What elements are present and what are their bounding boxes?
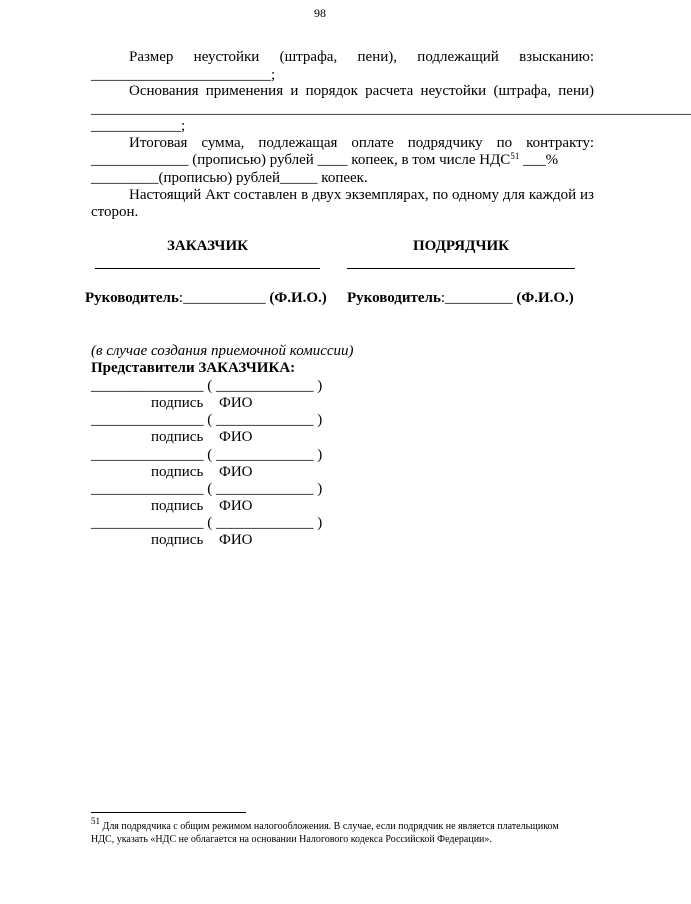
contractor-signature-line [347,268,575,269]
footnote-line-1 [91,816,559,833]
commission-row-name: ФИО [219,429,253,445]
commission-row-sign: подпись [151,532,204,548]
commission-row-sign: подпись [151,464,204,480]
commission-row-sign: подпись [151,395,204,411]
commission-row-blank: _______________ ( _____________ ) [91,481,323,497]
contractor-head-row [347,289,574,307]
penalty-basis-blank-1: ________________________________________________________________________________ [91,101,691,117]
page-number: 98 [314,6,326,20]
commission-row-name: ФИО [219,532,253,548]
commission-row-sign: подпись [151,498,204,514]
contractor-fio-label: (Ф.И.О.) [516,290,574,306]
commission-note: (в случае создания приемочной комиссии) [91,343,354,359]
footnote-text-1: Для подрядчика с общим режимом налогообложения. В случае, если подрядчик не является плательщиком [100,821,559,832]
customer-head-blank: :___________ [178,290,266,306]
copies-line-1: Настоящий Акт составлен в двух экземплярах, по одному для каждой из [129,187,594,203]
customer-head-label: Руководитель [85,290,179,306]
contractor-heading: ПОДРЯДЧИК [412,238,510,254]
penalty-basis-blank-2: ____________; [91,118,186,134]
penalty-basis-line: Основания применения и порядок расчета неустойки (штрафа, пени) [129,83,594,99]
commission-row-name: ФИО [219,464,253,480]
customer-head-row [85,289,327,307]
commission-row-sign: подпись [151,429,204,445]
contractor-head-label: Руководитель [347,290,441,306]
footnote-separator [91,812,246,813]
customer-fio-label: (Ф.И.О.) [269,290,327,306]
total-line-2-prefix: _____________ (прописью) рублей ____ копеек, в том числе НДС [91,152,511,168]
commission-row-name: ФИО [219,395,253,411]
total-line-3: _________(прописью) рублей_____ копеек. [91,170,368,186]
commission-row-blank: _______________ ( _____________ ) [91,378,323,394]
footnote-ref-51: 51 [510,151,520,161]
commission-row-blank: _______________ ( _____________ ) [91,515,323,531]
footnote-marker: 51 [91,816,100,826]
copies-line-2: сторон. [91,204,139,220]
commission-heading: Представители ЗАКАЗЧИКА: [91,360,296,376]
penalty-amount-line: Размер неустойки (штрафа, пени), подлежащий взысканию: [129,49,594,65]
contractor-head-blank: :_________ [440,290,513,306]
commission-row-name: ФИО [219,498,253,514]
customer-heading: ЗАКАЗЧИК [167,238,248,254]
commission-row-blank: _______________ ( _____________ ) [91,447,323,463]
commission-row-blank: _______________ ( _____________ ) [91,412,323,428]
total-line-2 [91,151,594,169]
customer-signature-line [95,268,320,269]
total-line-1: Итоговая сумма, подлежащая оплате подрядчику по контракту: [129,135,594,151]
total-line-2-suffix: ___% [519,152,559,168]
footnote-line-2: НДС, указать «НДС не облагается на основании Налогового кодекса Российской Федерации». [91,834,492,845]
penalty-amount-blank: ________________________; [91,67,276,83]
